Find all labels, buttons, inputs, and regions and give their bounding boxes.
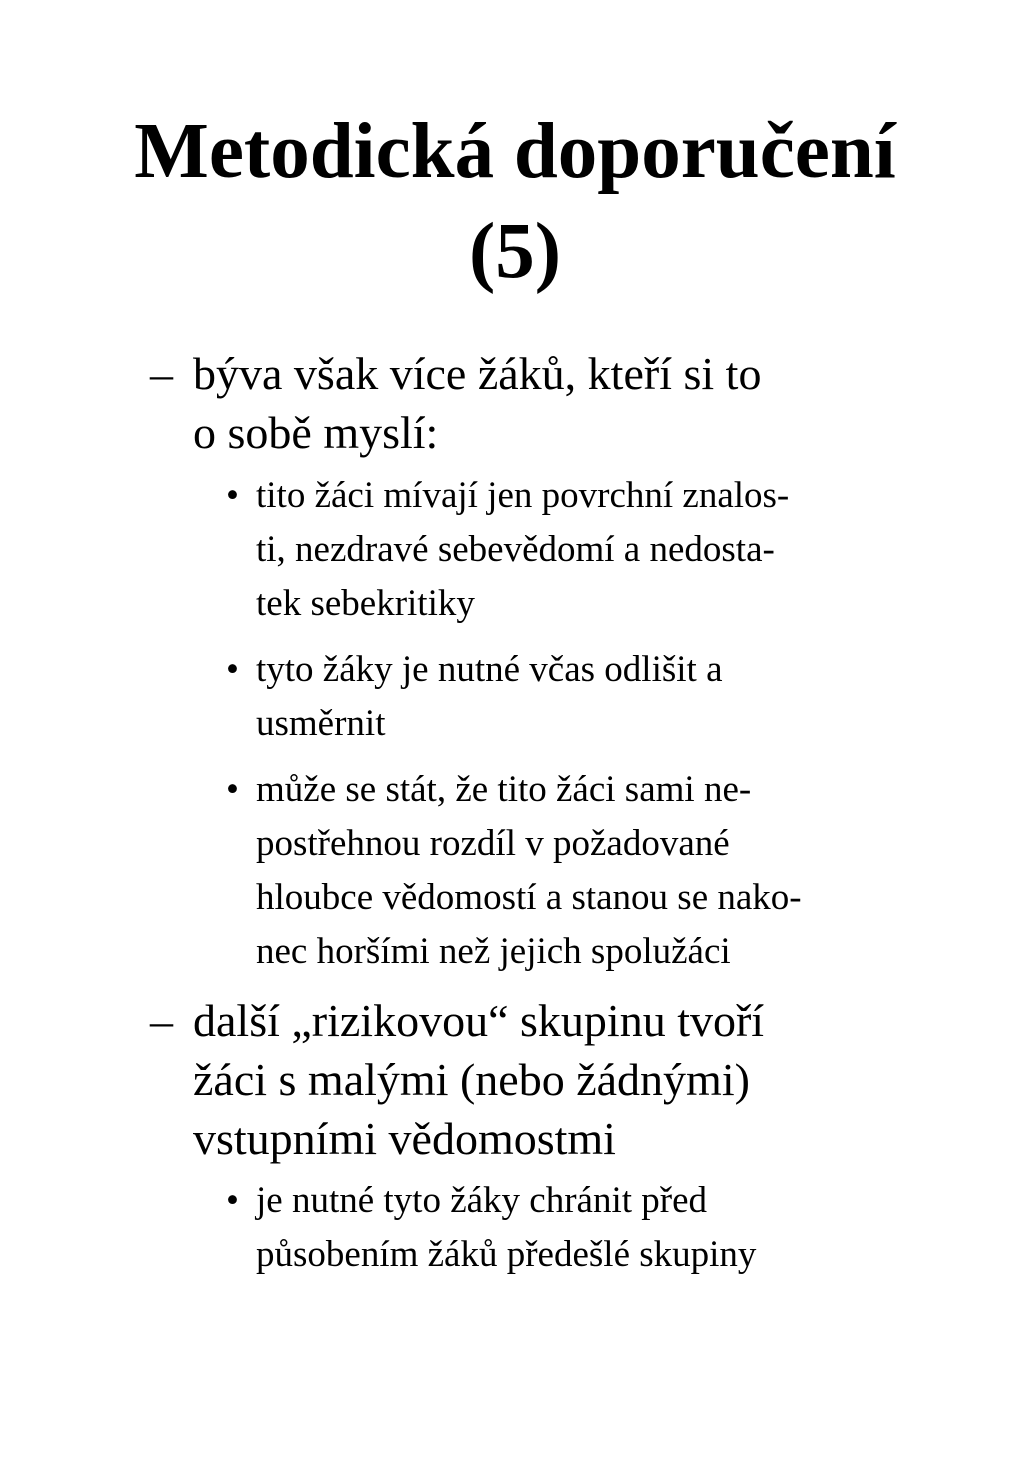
bullet-marker: • bbox=[226, 649, 239, 690]
bullet-marker: • bbox=[226, 769, 239, 810]
dash-marker: – bbox=[150, 995, 173, 1046]
item-text-line: žáci s malými (nebo žádnými) bbox=[193, 1054, 750, 1105]
dash-marker: – bbox=[150, 348, 173, 399]
sub-list bbox=[226, 1174, 1010, 1282]
bullet-list bbox=[150, 344, 1010, 1294]
sub-list bbox=[226, 469, 1010, 979]
item-text-line: další „rizikovou“ skupinu tvoří bbox=[193, 995, 765, 1046]
sub-list-item bbox=[226, 643, 1010, 751]
sub-item-text-line: je nutné tyto žáky chránit před bbox=[256, 1180, 708, 1221]
sub-item-text-line: usměrnit bbox=[256, 703, 386, 744]
title-line-1: Metodická doporučení bbox=[134, 108, 896, 195]
item-text-line: vstupními vědomostmi bbox=[193, 1113, 616, 1164]
sub-item-text-line: tek sebekritiky bbox=[256, 583, 475, 624]
sub-item-text-line: ti, nezdravé sebevědomí a nedosta- bbox=[256, 529, 775, 570]
sub-item-text-line: může se stát, že tito žáci sami ne- bbox=[256, 769, 752, 810]
sub-item-text-line: postřehnou rozdíl v požadované bbox=[256, 823, 730, 864]
bullet-marker: • bbox=[226, 475, 239, 516]
sub-item-text-line: tyto žáky je nutné včas odlišit a bbox=[256, 649, 723, 690]
sub-item-text-line: hloubce vědomostí a stanou se nako- bbox=[256, 877, 802, 918]
item-text-line: o sobě myslí: bbox=[193, 407, 439, 458]
sub-list-item bbox=[226, 469, 1010, 631]
item-text-line: býva však více žáků, kteří si to bbox=[193, 348, 762, 399]
sub-item-text-line: nec horšími než jejich spolužáci bbox=[256, 931, 731, 972]
sub-item-text-line: tito žáci mívají jen povrchní znalos- bbox=[256, 475, 790, 516]
sub-item-text-line: působením žáků předešlé skupiny bbox=[256, 1234, 757, 1275]
sub-list-item bbox=[226, 763, 1010, 979]
list-item bbox=[150, 991, 1010, 1282]
bullet-marker: • bbox=[226, 1180, 239, 1221]
title-line-2: (5) bbox=[468, 208, 562, 295]
list-item bbox=[150, 344, 1010, 979]
slide-title bbox=[0, 102, 1024, 302]
sub-list-item bbox=[226, 1174, 1010, 1282]
